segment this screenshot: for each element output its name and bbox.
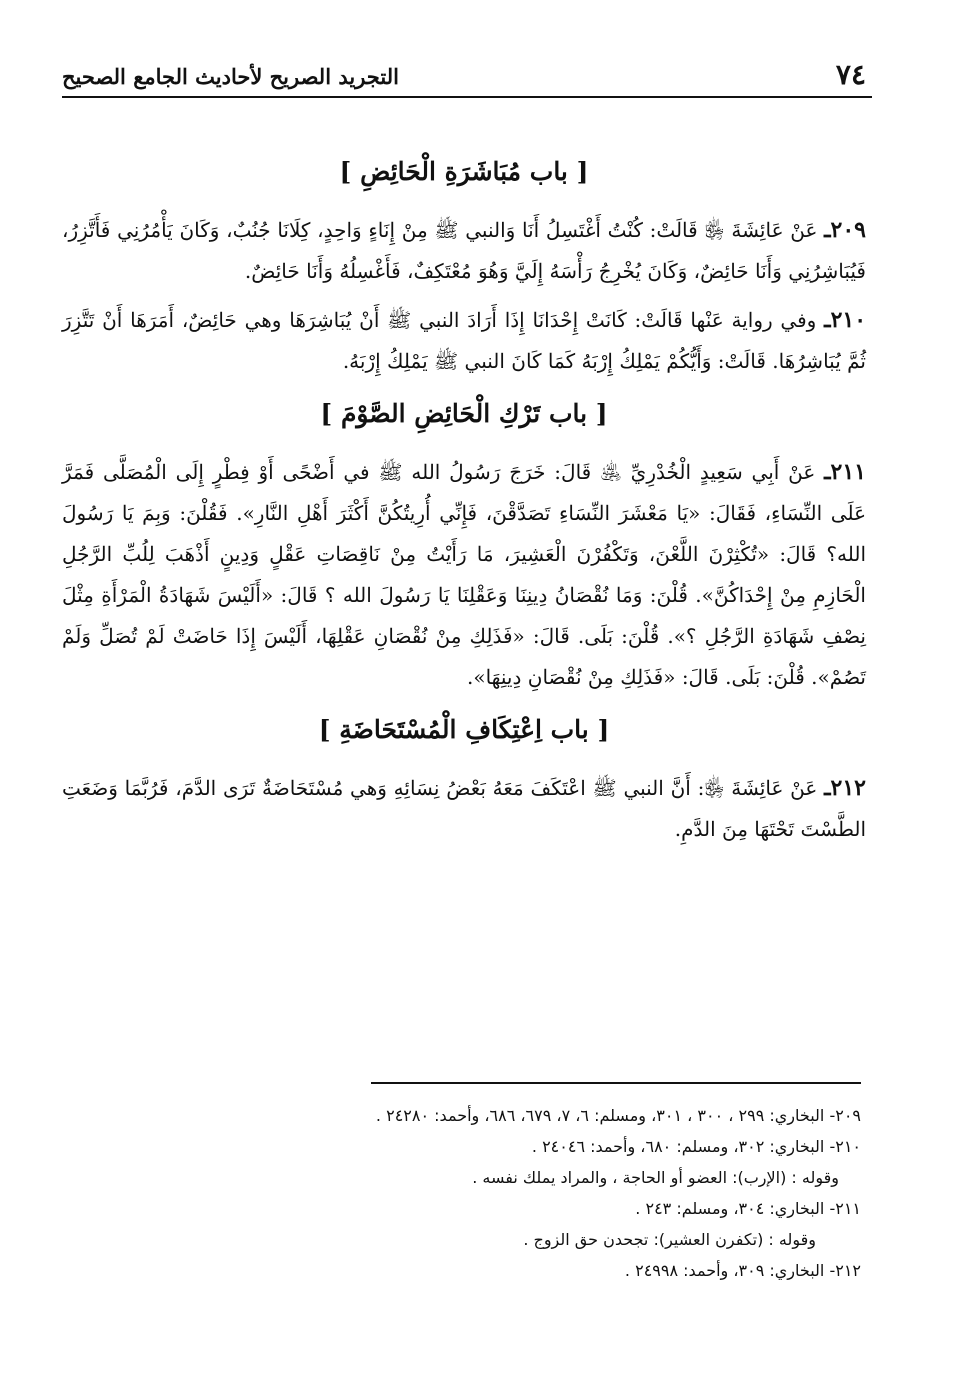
hadith-number: ٢١٢ـ <box>824 775 866 801</box>
footnote-divider <box>371 1082 861 1084</box>
hadith-number: ٢٠٩ـ <box>824 217 866 243</box>
main-text <box>62 140 866 858</box>
hadith-number: ٢١١ـ <box>824 459 866 485</box>
running-header <box>62 52 866 92</box>
footnote-note-irb: وقوله : (الإرب): العضو أو الحاجة ، والمراد يملك نفسه . <box>472 1168 839 1187</box>
chapter-heading-1: [ باب مُبَاشَرَةِ الْحَائِضِ ] <box>339 157 589 186</box>
footnote-209: ٢٠٩- البخاري: ٢٩٩ ، ٣٠٠ ، ٣٠١، ومسلم: ٦، ٧، ٦٧٩، ٦٨٦، وأحمد: ٢٤٢٨٠ . <box>375 1106 861 1125</box>
hadith-211 <box>62 452 866 698</box>
hadith-text: عَنْ أَبِي سَعِيدٍ الْخُدْرِيِّ ﵁ قَالَ: خَرَجَ رَسُولُ الله ﷺ في أَضْحًى أَوْ فِطْرٍ إِلَى الْمُصَلَّى فَمَرَّ عَلَى النِّسَاءِ، فَقَالَ: «يَا مَعْشَرَ النِّسَاءِ تَصَدَّقْنَ، فَإِنِّي أُرِيتُكُنَّ أَكْثَرَ أَهْلِ النَّارِ». فَقُلْنَ: وَبِمَ يَا رَسُولَ الله؟ قَالَ: «تُكْثِرْنَ اللَّعْنَ، وَتَكْفُرْنَ الْعَشِيرَ، مَا رَأَيْتُ مِنْ نَاقِصَاتِ عَقْلٍ وَدِينٍ أَذْهَبَ لِلُبِّ الرَّجُلِ الْحَازِمِ مِنْ إِحْدَاكُنَّ». قُلْنَ: وَمَا نُقْصَانُ دِينِنَا وَعَقْلِنَا يَا رَسُولَ الله ؟ قَالَ: «أَلَيْسَ شَهَادَةُ الْمَرْأَةِ مِثْلَ نِصْفِ شَهَادَةِ الرَّجُلِ ؟». قُلْنَ: بَلَى. قَالَ: «فَذَلِكِ مِنْ نُقْصَانِ عَقْلِهَا، أَلَيْسَ إِذَا حَاضَتْ لَمْ تُصَلِّ وَلَمْ تَصُمْ». قُلْنَ: بَلَى. قَالَ: «فَذَلِكِ مِنْ نُقْصَانِ دِينِهَا». <box>62 460 866 689</box>
hadith-210 <box>62 300 866 382</box>
footnote-211: ٢١١- البخاري: ٣٠٤، ومسلم: ٢٤٣ . <box>635 1199 861 1218</box>
page-number: ٧٤ <box>835 58 866 91</box>
book-title: التجريد الصريح لأحاديث الجامع الصحيح <box>62 64 399 89</box>
chapter-heading-2: [ باب تَرْكِ الْحَائِضِ الصَّوْمَ ] <box>320 399 608 428</box>
hadith-text: عَنْ عَائِشَةَ ﵂: أَنَّ النبي ﷺ اعْتَكَفَ مَعَهُ بَعْضُ نِسَائِهِ وَهي مُسْتَحَاضَةٌ تَرَى الدَّمَ، فَرُبَّمَا وَضَعَتِ الطَّسْتَ تَحْتَهَا مِنَ الدَّمِ. <box>62 776 866 841</box>
footnote-note-ashir: وقوله : (تكفرن العشير): تجحدن حق الزوج . <box>523 1230 816 1249</box>
hadith-number: ٢١٠ـ <box>824 307 867 333</box>
header-divider <box>62 96 872 98</box>
hadith-212 <box>62 768 866 850</box>
footnotes <box>62 1100 861 1286</box>
hadith-text: وفي رواية عَنْها قَالَتْ: كَانَتْ إِحْدَانَا إِذَا أَرَادَ النبي ﷺ أَنْ يُبَاشِرَهَا وهي حَائِضٌ، أَمَرَهَا أَنْ تَتَّزِرَ ثُمَّ يُبَاشِرُهَا. قَالَتْ: وَأَيُّكُمْ يَمْلِكُ إِرْبَهُ كَمَا كَانَ النبي ﷺ يَمْلِكُ إِرْبَهُ. <box>62 308 866 373</box>
footnote-212: ٢١٢- البخاري: ٣٠٩، وأحمد: ٢٤٩٩٨ . <box>624 1261 861 1280</box>
hadith-209 <box>62 210 866 292</box>
hadith-text: عَنْ عَائِشَةَ ﵂ قَالَتْ: كُنْتُ أَغْتَسِلُ أَنَا وَالنبي ﷺ مِنْ إِنَاءٍ وَاحِدٍ، كِلَانَا جُنُبٌ، وَكَانَ يَأْمُرُنِي فَأَتَّزِرُ، فَيُبَاشِرُنِي وَأَنَا حَائِضٌ، وَكَانَ يُخْرِجُ رَأْسَهُ إِلَيَّ وَهُوَ مُعْتَكِفٌ، فَأَغْسِلُهُ وَأَنَا حَائِضٌ. <box>62 218 866 283</box>
footnote-210: ٢١٠- البخاري: ٣٠٢، ومسلم: ٦٨٠، وأحمد: ٢٤٠٤٦ . <box>531 1137 861 1156</box>
chapter-heading-3: [ باب اِعْتِكَافِ الْمُسْتَحَاضَةِ ] <box>318 715 610 744</box>
